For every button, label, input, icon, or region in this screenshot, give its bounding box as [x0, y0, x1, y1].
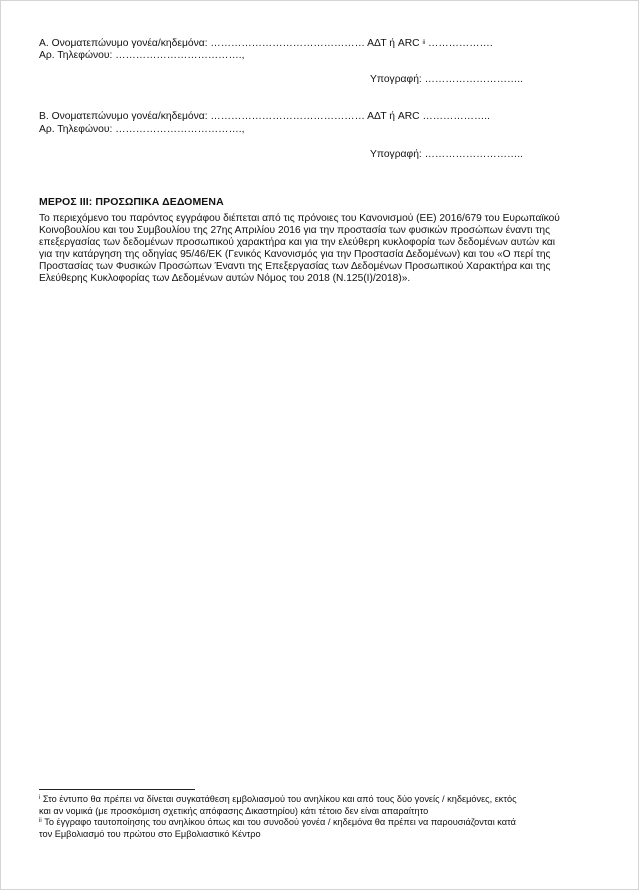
- footnote-2-line-2: τον Εμβολιασμό του πρώτου στο Εμβολιαστικό Κέντρο: [39, 828, 261, 839]
- guardian-a-name-text: Α. Ονοματεπώνυμο γονέα/κηδεμόνα: ……………………………………… ΑΔΤ ή ARC: [39, 38, 420, 49]
- footnote-1-line-2: και αν νομικά (με προσκόμιση σχετικής απόφασης Δικαστηρίου) κάτι τέτοιο δεν είναι απαραίτητο: [39, 805, 429, 816]
- guardian-a-signature-line: Υπογραφή: ………………………..: [370, 74, 524, 85]
- footnote-1-marker: i: [39, 795, 41, 801]
- guardian-b-name-line: Β. Ονοματεπώνυμο γονέα/κηδεμόνα: ……………………………………… ΑΔΤ ή ARC ………………..: [39, 111, 490, 122]
- section3-line: Προστασίας των Φυσικών Προσώπων Έναντι της Επεξεργασίας των Δεδομένων Προσωπικού Χαρακτήρα και της: [39, 261, 551, 272]
- section3-line: επεξεργασίας των δεδομένων προσωπικού χαρακτήρα και για την ελεύθερη κυκλοφορία των δεδομένων αυτών και: [39, 237, 556, 248]
- guardian-a-name-tail: ……………….: [428, 38, 493, 49]
- section3-paragraph: [39, 213, 609, 285]
- section3-line: Το περιεχόμενο του παρόντος εγγράφου διέπεται από τις πρόνοιες του Κανονισμού (ΕΕ) 2016/679 του Ευρωπαϊκού: [39, 213, 560, 224]
- footnotes: [39, 794, 604, 840]
- section3-heading: ΜΕΡΟΣ ΙΙΙ: ΠΡΟΣΩΠΙΚΑ ΔΕΔΟΜΕΝΑ: [39, 196, 224, 208]
- section3-line: Ελεύθερης Κυκλοφορίας των Δεδομένων αυτών Νόμος του 2018 (Ν.125(Ι)/2018)».: [39, 273, 411, 284]
- footnote-2-text: Το έγγραφο ταυτοποίησης του ανηλίκου όπως και του συνοδού γονέα / κηδεμόνα θα πρέπει να παρουσιάζονται κατά: [41, 817, 516, 827]
- section3-line: Κοινοβουλίου και του Συμβουλίου της 27ης Απριλίου 2016 για την προστασία των φυσικών προσώπων έναντι της: [39, 225, 550, 236]
- footnote-2-line-1: [39, 817, 604, 829]
- guardian-a-name-line: [39, 38, 493, 50]
- footnote-2-marker: ii: [39, 818, 42, 824]
- guardian-b-signature-line: Υπογραφή: ………………………..: [370, 149, 524, 160]
- guardian-a-phone-line: Αρ. Τηλεφώνου: ……………………………….,: [39, 50, 245, 61]
- guardian-a-footnote-marker: ii: [422, 40, 426, 46]
- footnote-1-line-1: [39, 794, 604, 806]
- guardian-b-phone-line: Αρ. Τηλεφώνου: ……………………………….,: [39, 124, 245, 135]
- footnote-1-text: Στο έντυπο θα πρέπει να δίνεται συγκατάθεση εμβολιασμού του ανηλίκου και από τους δύο γονείς / κηδεμόνες, εκτός: [40, 794, 517, 804]
- footnote-separator: [39, 789, 195, 790]
- section3-line: για την κατάργηση της οδηγίας 95/46/ΕΚ (Γενικός Κανονισμός για την Προστασία Δεδομένων) και του «Ο περί της: [39, 249, 551, 260]
